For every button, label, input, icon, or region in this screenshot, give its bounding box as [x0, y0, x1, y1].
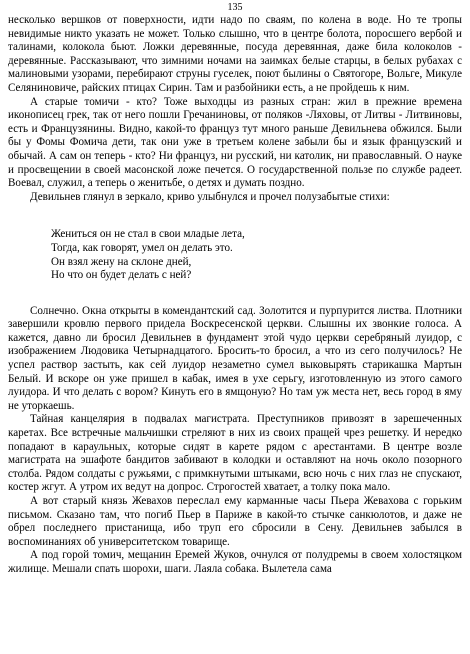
verse-line: Но что он будет делать с ней? [51, 269, 192, 282]
paragraph: Тайная канцелярия в подвалах магистрата. Преступников привозят в зарешеченных каретах. Все встречные мальчишки стреляют в них из своих пращей чрез решетку. И нередко попадают в караульных, которые сидят в карете рядом с арестантами. В центре возле магистрата на эшафоте бандитов забивают в колодки и оставляют на ночь около позорного столба. Рядом солдаты с ружьями, с примкнутыми штыками, всю ночь с них глаз не спускают, костер жгут. А утром их ведут на допрос. Строгостей хватает, а толку пока мало. [8, 413, 462, 494]
paragraph: А старые томичи - кто? Тоже выходцы из разных стран: жил в прежние времена иконописец грек, так от него пошли Гречаниновы, от поляков -Ляховы, от Литвы - Литвиновы, есть и Французянины. Видно, какой-то француз тут много раньше Девильнева обжился. Были бы у Фомы Фомича дети, так они уже в третьем колене забыли бы и язык французский и обычай. А сам он теперь - кто? Ни француз, ни русский, ни католик, ни православный. О науке и просвещении в своей масонской ложе печется. О государственной пользе по службе радеет. Воевал, служил, а теперь о женитьбе, о детях и думать поздно. [8, 95, 462, 190]
verse-line: Он взял жену на склоне дней, [51, 255, 192, 268]
verse-line: Тогда, как говорят, умел он делать это. [51, 241, 233, 254]
paragraph: несколько вершков от поверхности, идти надо по сваям, по колена в воде. Но те тропы невидимые никто указать не может. Только слышно, что в центре болота, поросшего вербой и талинами, колокола бьют. Ложки деревянные, посуда деревянная, даже била колоколов - деревянные. Рассказывают, что зимними ночами на заимках белые старцы, в белых рубахах с малиновыми узорами, перебирают струны гуселек, поют былины о Святогоре, Вольге, Микуле Селяниновиче, райских птицах Сирин. Там и разбойники есть, а не пройдешь к ним. [8, 14, 462, 94]
paragraph: А под горой томич, мещанин Еремей Жуков, очнулся от полудремы в своем холостяцком жилище. Мешали спать шорохи, шаги. Лаяла собака. Вылетела сама [8, 549, 462, 575]
verse [51, 228, 462, 282]
page-text [8, 14, 462, 577]
paragraph: А вот старый князь Жевахов переслал ему карманные часы Пьера Жевахова с горьким письмом. Сказано там, что погиб Пьер в Париже в какой-то стычке санкюлотов, и даже не обрел последнего пристанища, ибо труп его сбросили в Сену. Девильнев забылся в воспоминаниях об университетском товарище. [8, 495, 462, 548]
paragraph: Солнечно. Окна открыты в комендантский сад. Золотится и пурпурится листва. Плотники завершили кровлю первого придела Воскресенской церкви. Слышны их звонкие голоса. А кажется, давно ли бросил Девильнев в фундамент этой чудо церкви серебряный луидор, с изображением Людовика Четырнадцатого. Бросить-то бросил, а что из сего получилось? Не успел раствор застыть, как сей луидор незаметно сумел выковырять старикашка Мартын Белый. И вскоре он уже пришел в кабак, имея в ухе серьгу, изготовленную из этого самого луидора. И что делать с вором? Кинуть его в ямщоную? Но там уж места нет, весь город в яму не уторкаешь. [8, 304, 462, 412]
page-number: 135 [227, 2, 243, 13]
paragraph: Девильнев глянул в зеркало, криво улыбнулся и прочел полузабытые стихи: [30, 190, 390, 203]
verse-line: Жениться он не стал в свои младые лета, [51, 228, 245, 241]
